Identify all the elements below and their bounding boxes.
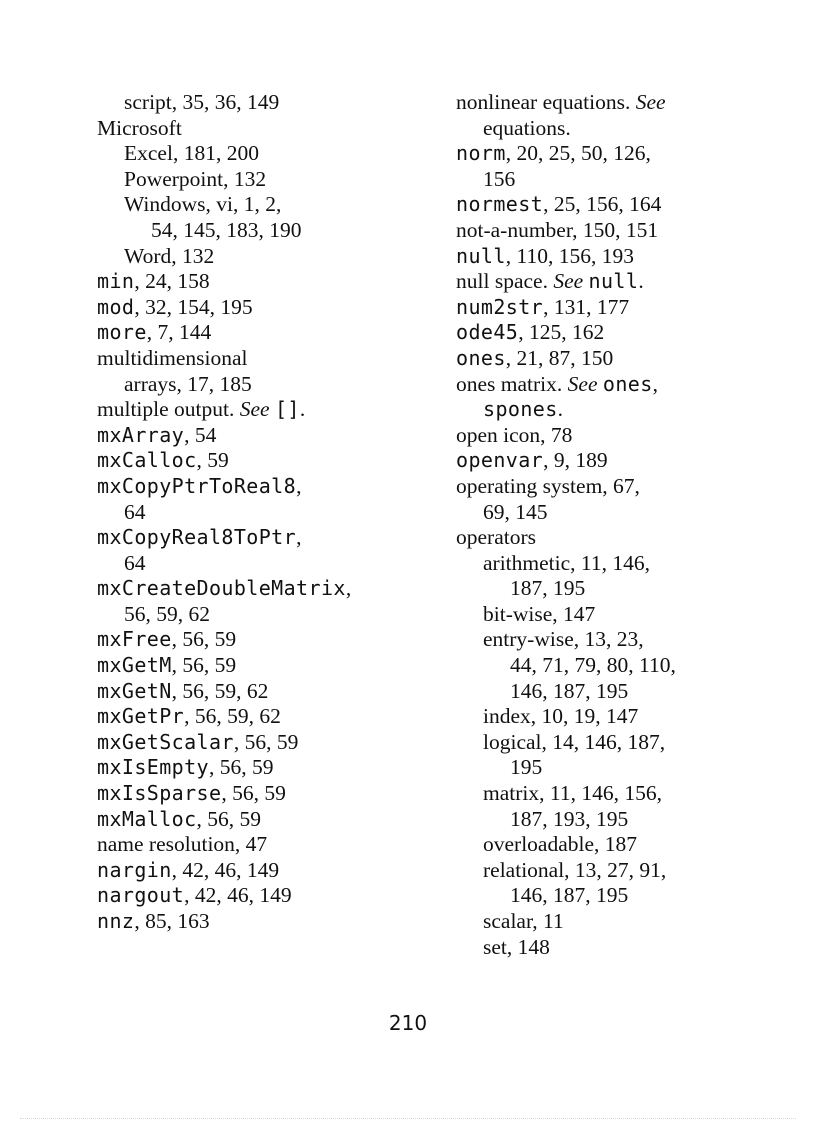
index-entry [97, 679, 442, 705]
index-text: set, 148 [483, 934, 550, 959]
index-entry [456, 269, 786, 295]
index-term-code: mxGetN [97, 678, 172, 703]
index-text: , 56, 59 [171, 627, 237, 652]
index-entry [456, 372, 786, 398]
index-text: 44, 71, 79, 80, 110, [510, 653, 676, 678]
index-text: , 32, 154, 195 [134, 294, 253, 319]
index-text: Word, 132 [124, 243, 215, 268]
index-entry [97, 704, 442, 730]
index-text: null space. [456, 269, 554, 294]
index-entry [97, 397, 442, 423]
index-text: 187, 193, 195 [510, 806, 629, 831]
index-entry [456, 909, 786, 935]
index-entry [97, 653, 442, 679]
index-entry [456, 167, 786, 193]
index-column-right [456, 90, 786, 960]
index-entry [456, 627, 786, 653]
index-term-code: num2str [456, 294, 544, 319]
index-entry [97, 320, 442, 346]
page-number: 210 [388, 1011, 428, 1035]
index-text: , 24, 158 [134, 269, 210, 294]
index-term-code: mxArray [97, 422, 185, 447]
index-entry [97, 448, 442, 474]
index-text: , 21, 87, 150 [505, 345, 614, 370]
index-entry [97, 372, 442, 398]
index-entry [456, 858, 786, 884]
index-term-code: more [97, 320, 147, 345]
index-entry [97, 576, 442, 602]
index-entry [456, 244, 786, 270]
index-text: , 42, 46, 149 [184, 883, 292, 908]
index-text: , 56, 59 [208, 755, 274, 780]
index-entry [97, 807, 442, 833]
index-term-code: null [456, 243, 506, 268]
index-text: . [638, 269, 644, 294]
index-term-code: normest [456, 192, 544, 217]
index-entry [456, 935, 786, 961]
index-entry [97, 602, 442, 628]
index-entry [456, 602, 786, 628]
index-see-reference: See [567, 371, 598, 396]
index-text: , [296, 525, 302, 550]
index-text: , 20, 25, 50, 126, [505, 141, 651, 166]
index-entry [97, 858, 442, 884]
index-text: not-a-number, 150, 151 [456, 217, 659, 242]
index-entry [456, 500, 786, 526]
index-entry [97, 167, 442, 193]
index-text: scalar, 11 [483, 909, 564, 933]
index-text: 56, 59, 62 [124, 601, 210, 626]
index-term-code: mxGetScalar [97, 729, 234, 754]
index-text: name resolution, 47 [97, 832, 268, 857]
index-term-code: spones [483, 397, 558, 422]
index-text: , 56, 59 [171, 653, 237, 678]
index-term-code: mxCopyPtrToReal8 [97, 473, 297, 498]
index-entry [97, 474, 442, 500]
index-text: , 25, 156, 164 [543, 192, 662, 217]
index-entry [456, 346, 786, 372]
index-entry [97, 755, 442, 781]
index-text: , 54 [184, 422, 217, 447]
index-term-code: norm [456, 141, 506, 166]
index-text: index, 10, 19, 147 [483, 704, 639, 729]
index-text: equations. [483, 115, 571, 140]
index-term-code: mxFree [97, 627, 172, 652]
index-term-code: min [97, 269, 135, 294]
index-text: , 131, 177 [543, 294, 630, 319]
index-text: , 7, 144 [146, 320, 212, 345]
index-text: script, 35, 36, 149 [124, 90, 280, 114]
index-text: Windows, vi, 1, 2, [124, 192, 282, 217]
index-entry [97, 192, 442, 218]
index-entry [97, 832, 442, 858]
index-entry [97, 141, 442, 167]
index-entry [456, 525, 786, 551]
index-text: , 42, 46, 149 [171, 857, 280, 882]
index-entry [456, 397, 786, 423]
index-text: Excel, 181, 200 [124, 141, 259, 166]
index-term-code: nnz [97, 909, 135, 933]
index-text: 156 [483, 166, 516, 191]
index-see-reference: See [553, 269, 584, 294]
index-text: , 56, 59, 62 [171, 678, 269, 703]
index-term-code: ones [602, 371, 653, 396]
index-text: , [296, 473, 302, 498]
index-text: Powerpoint, 132 [124, 166, 267, 191]
index-entry [97, 551, 442, 577]
index-entry [456, 90, 786, 116]
index-see-reference: See [635, 90, 666, 114]
index-entry [456, 576, 786, 602]
index-term-code: mxIsEmpty [97, 755, 209, 780]
index-text: 187, 195 [510, 576, 586, 601]
index-text: 64 [124, 499, 146, 524]
index-entry [456, 755, 786, 781]
index-text: 146, 187, 195 [510, 883, 629, 908]
index-term-code: mxIsSparse [97, 781, 222, 806]
index-term-code: nargin [97, 857, 172, 882]
index-term-code: [] [274, 397, 300, 422]
index-entry [456, 448, 786, 474]
index-text: relational, 13, 27, 91, [483, 857, 667, 882]
index-text: operators [456, 525, 536, 550]
index-term-code: mod [97, 294, 135, 319]
index-text: , 56, 59, 62 [184, 704, 281, 729]
index-term-code: ode45 [456, 320, 519, 345]
index-term-code: null [588, 269, 639, 294]
index-term-code: mxCalloc [97, 448, 197, 473]
index-text: . [299, 397, 306, 422]
index-entry [97, 883, 442, 909]
index-term-code: mxCopyReal8ToPtr [97, 525, 297, 550]
index-text: , 56, 59 [196, 806, 262, 831]
index-text: matrix, 11, 146, 156, [483, 781, 662, 806]
index-text: overloadable, 187 [483, 832, 638, 857]
index-entry [97, 500, 442, 526]
index-text: bit-wise, 147 [483, 601, 596, 626]
page-edge-divider [20, 1118, 796, 1119]
index-entry [97, 525, 442, 551]
index-entry [97, 909, 442, 935]
index-text: multidimensional [97, 345, 248, 370]
index-text: , 125, 162 [518, 320, 605, 345]
index-text: arithmetic, 11, 146, [483, 550, 650, 575]
index-entry [456, 192, 786, 218]
index-entry [97, 218, 442, 244]
index-entry [97, 781, 442, 807]
index-entry [456, 423, 786, 449]
index-entry [456, 295, 786, 321]
index-term-code: mxCreateDoubleMatrix [97, 576, 346, 601]
index-term-code: nargout [97, 883, 185, 908]
index-text: , 59 [196, 448, 229, 473]
index-entry [456, 218, 786, 244]
index-term-code: ones [456, 345, 506, 370]
index-see-reference: See [239, 397, 270, 422]
index-entry [456, 116, 786, 142]
index-text: entry-wise, 13, 23, [483, 627, 644, 652]
index-term-code: mxGetM [97, 653, 172, 678]
index-term-code: mxGetPr [97, 704, 185, 729]
index-text: . [557, 397, 564, 422]
index-entry [456, 704, 786, 730]
index-entry [97, 90, 442, 116]
index-text: multiple output. [97, 397, 240, 422]
index-text: 195 [510, 755, 543, 780]
index-text: , [345, 576, 352, 601]
index-text: , 9, 189 [543, 448, 608, 473]
index-entry [456, 551, 786, 577]
index-text: ones matrix. [456, 371, 568, 396]
index-entry [97, 423, 442, 449]
index-term-code: openvar [456, 448, 544, 473]
index-entry [456, 781, 786, 807]
index-text: , 85, 163 [134, 909, 210, 933]
index-entry [97, 730, 442, 756]
index-entry [456, 883, 786, 909]
index-text: , 56, 59 [221, 781, 286, 806]
index-text: , 56, 59 [233, 729, 299, 754]
index-text: arrays, 17, 185 [124, 371, 252, 396]
index-text: Microsoft [97, 115, 182, 140]
index-entry [97, 244, 442, 270]
index-entry [97, 295, 442, 321]
index-entry [456, 679, 786, 705]
index-text: operating system, 67, [456, 473, 640, 498]
index-text: nonlinear equations. [456, 90, 636, 114]
index-term-code: mxMalloc [97, 806, 197, 831]
index-entry [456, 141, 786, 167]
index-entry [456, 807, 786, 833]
index-text: logical, 14, 146, 187, [483, 729, 666, 754]
index-text: 69, 145 [483, 499, 548, 524]
index-text: , 110, 156, 193 [505, 243, 634, 268]
index-entry [456, 653, 786, 679]
index-text: open icon, 78 [456, 422, 573, 447]
index-text: 54, 145, 183, 190 [151, 217, 302, 242]
index-entry [456, 730, 786, 756]
index-entry [456, 832, 786, 858]
index-entry [97, 269, 442, 295]
index-entry [456, 474, 786, 500]
index-entry [97, 346, 442, 372]
index-text: , [652, 371, 659, 396]
index-text: 64 [124, 550, 146, 575]
index-entry [456, 320, 786, 346]
index-entry [97, 627, 442, 653]
index-text: 146, 187, 195 [510, 678, 629, 703]
index-entry [97, 116, 442, 142]
index-column-left [97, 90, 442, 935]
